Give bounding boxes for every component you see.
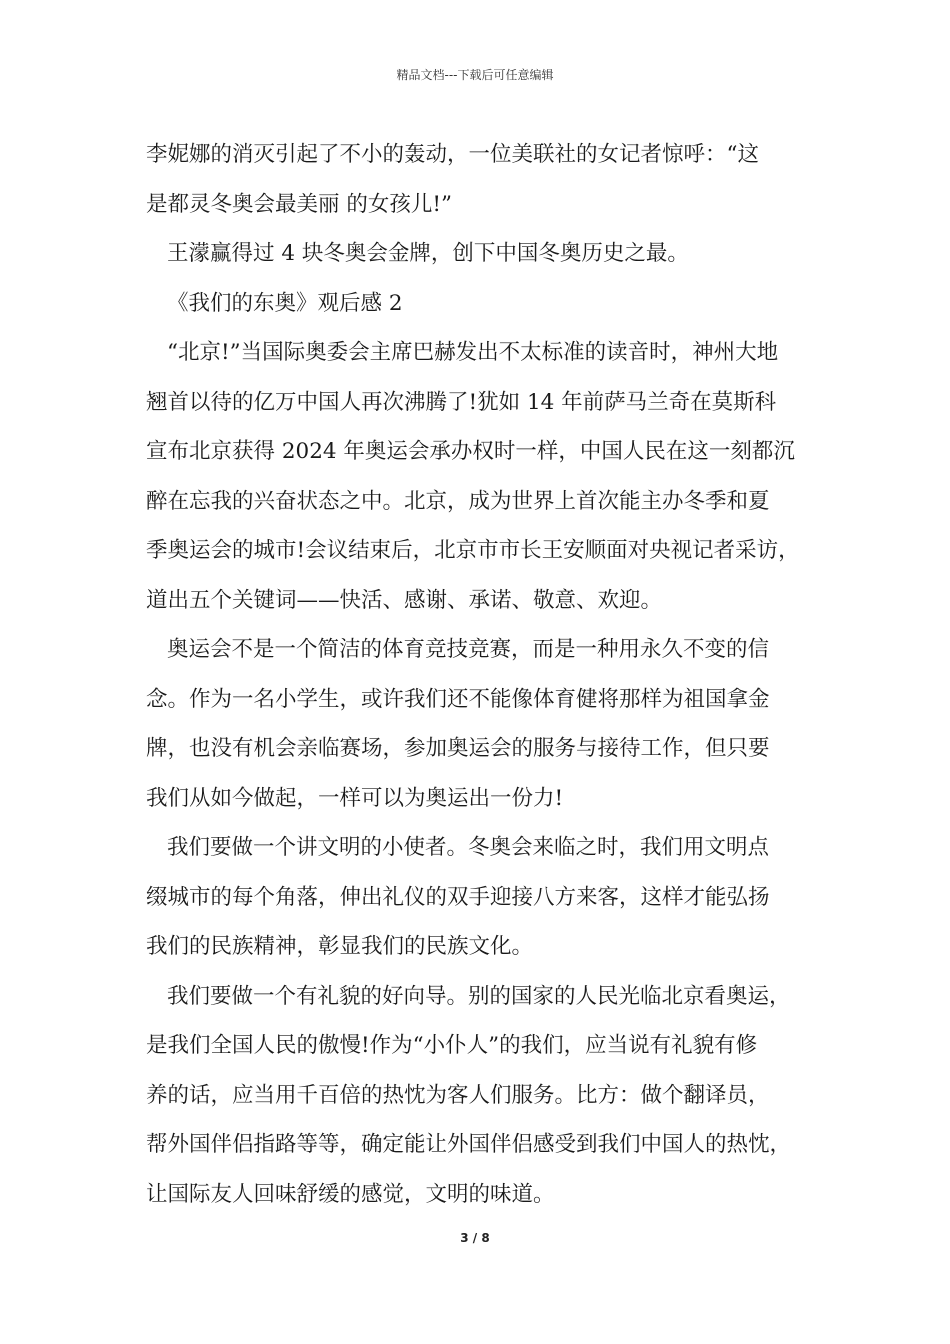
text-line: 道出五个关键词——快活、感谢、承诺、敬意、欢迎。 bbox=[146, 587, 663, 613]
page-header: 精品文档---下载后可任意编辑 bbox=[396, 68, 554, 82]
text-line: 李妮娜的消灭引起了不小的轰动，一位美联社的女记者惊呼：“这 bbox=[146, 142, 759, 167]
text-line: 是我们全国人民的傲慢!作为“小仆人”的我们，应当说有礼貌有修 bbox=[146, 1033, 758, 1058]
section-heading: 《我们的东奥》观后感 2 bbox=[167, 290, 403, 316]
text-line: 季奥运会的城市!会议结束后，北京市市长王安顺面对央视记者采访， bbox=[146, 538, 800, 563]
text-line: 是都灵冬奥会最美丽 的女孩儿!” bbox=[146, 191, 452, 217]
text-line: 翘首以待的亿万中国人再次沸腾了!犹如 14 年前萨马兰奇在莫斯科 bbox=[146, 389, 777, 415]
text-line: 缀城市的每个角落，伸出礼仪的双手迎接八方来客，这样才能弘扬 bbox=[146, 884, 770, 910]
text-line: 醉在忘我的兴奋状态之中。北京，成为世界上首次能主办冬季和夏 bbox=[146, 488, 770, 514]
text-line: 让国际友人回味舒缓的感觉，文明的味道。 bbox=[146, 1181, 555, 1207]
text-line: 帮外国伴侣指路等等，确定能让外国伴侣感受到我们中国人的热忱， bbox=[146, 1132, 792, 1157]
text-line: 养的话，应当用千百倍的热忱为客人们服务。比方：做个翻译员， bbox=[146, 1082, 770, 1108]
page-number: 3 / 8 bbox=[460, 1231, 490, 1245]
text-line: 宣布北京获得 2024 年奥运会承办权时一样，中国人民在这一刻都沉 bbox=[146, 439, 795, 464]
text-line: 我们要做一个有礼貌的好向导。别的国家的人民光临北京看奥运， bbox=[167, 983, 791, 1009]
text-line: 牌，也没有机会亲临赛场，参加奥运会的服务与接待工作，但只要 bbox=[146, 736, 770, 761]
text-line: 王濛赢得过 4 块冬奥会金牌，创下中国冬奥历史之最。 bbox=[167, 241, 689, 266]
text-line: 奥运会不是一个简洁的体育竞技竞赛，而是一种用永久不变的信 bbox=[167, 637, 770, 662]
text-line: 我们要做一个讲文明的小使者。冬奥会来临之时，我们用文明点 bbox=[167, 835, 770, 860]
text-line: 我们从如今做起，一样可以为奥运出一份力! bbox=[146, 785, 564, 811]
document-body bbox=[146, 130, 806, 1219]
text-line: 我们的民族精神，彰显我们的民族文化。 bbox=[146, 934, 534, 959]
text-line: “北京!”当国际奥委会主席巴赫发出不太标准的读音时，神州大地 bbox=[167, 340, 779, 365]
text-line: 念。作为一名小学生，或许我们还不能像体育健将那样为祖国拿金 bbox=[146, 686, 770, 712]
